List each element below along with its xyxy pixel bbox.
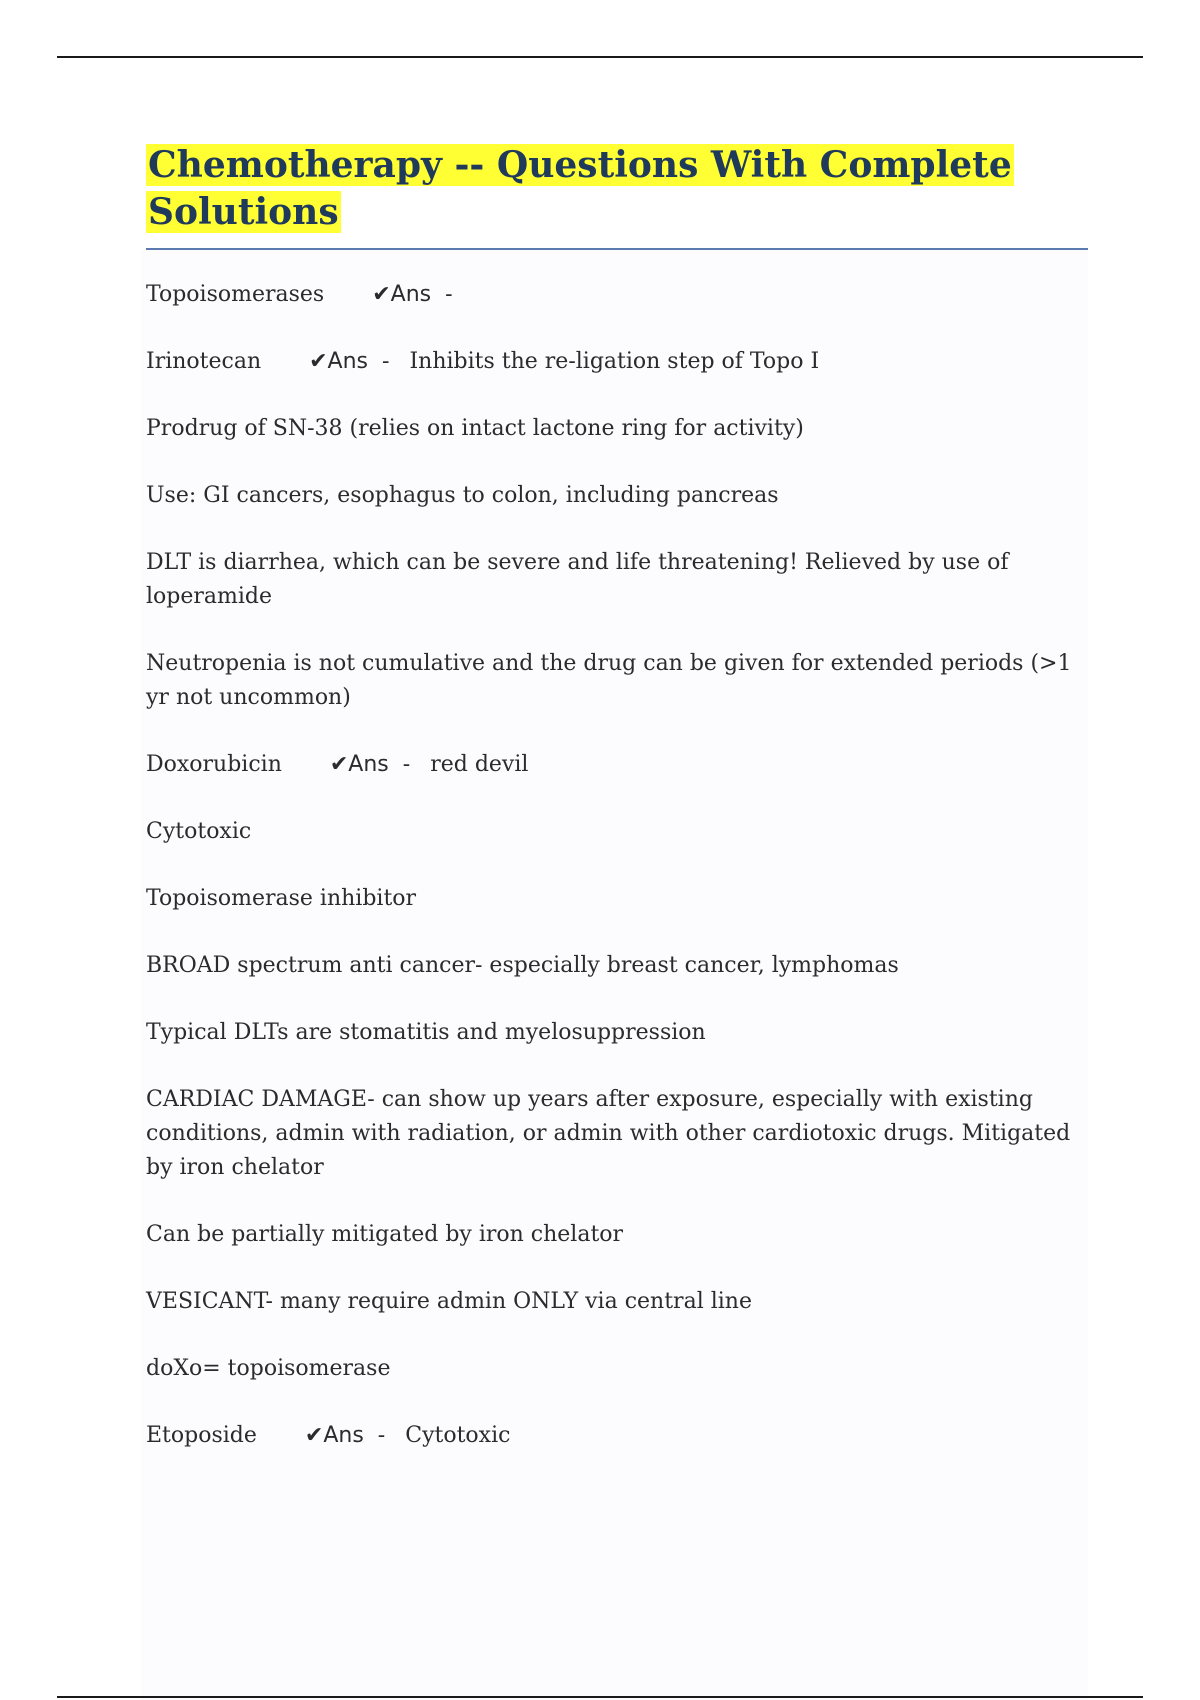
term: Irinotecan [146,349,262,374]
term: Doxorubicin [146,752,282,777]
dash: - [445,282,453,307]
dash: - [377,1423,386,1448]
note-paragraph: Topoisomerase inhibitor [146,886,417,911]
note-paragraph: Neutropenia is not cumulative and the drug can be given for extended periods (>1 yr not uncommon) [146,651,1072,710]
note-paragraph: VESICANT- many require admin ONLY via central line [146,1289,752,1314]
title-line-1: Chemotherapy -- Questions With Complete [148,144,1012,186]
page-bottom-rule [57,1696,1143,1698]
note-paragraph: Cytotoxic [146,819,252,844]
note-paragraph: DLT is diarrhea, which can be severe and life threatening! Relieved by use of loperamide [146,550,1009,609]
answer: Inhibits the re-ligation step of Topo I [409,349,820,374]
note-paragraph: Typical DLTs are stomatitis and myelosuppression [146,1020,706,1045]
qa-entry-doxorubicin [146,748,1091,782]
title-underline [146,248,1088,250]
term: Etoposide [146,1423,257,1448]
title-line-2: Solutions [148,191,339,233]
dash: - [382,349,390,374]
page-top-rule [57,56,1143,58]
ans-marker: ✔Ans [372,282,432,307]
note-paragraph: BROAD spectrum anti cancer- especially breast cancer, lymphomas [146,953,899,978]
dash: - [402,752,411,777]
note-paragraph: Prodrug of SN-38 (relies on intact lactone ring for activity) [146,416,804,441]
note-paragraph: Use: GI cancers, esophagus to colon, including pancreas [146,483,779,508]
ans-marker: ✔Ans [329,752,389,777]
answer: Cytotoxic [405,1423,511,1448]
page-title [146,142,1086,236]
note-paragraph: Can be partially mitigated by iron chelator [146,1222,624,1247]
term: Topoisomerases [146,282,325,307]
ans-marker: ✔Ans [309,349,369,374]
document-body [146,278,1091,1486]
title-block [146,142,1086,236]
note-paragraph: doXo= topoisomerase [146,1356,391,1381]
answer: red devil [430,752,529,777]
note-paragraph: CARDIAC DAMAGE- can show up years after exposure, especially with existing conditions, admin with radiation, or admin with other cardiotoxic drugs. Mitigated by iron chelator [146,1087,1071,1180]
qa-entry-etoposide [146,1419,1091,1453]
qa-entry-topoisomerases [146,278,1091,312]
qa-entry-irinotecan [146,345,1091,379]
ans-marker: ✔Ans [304,1423,364,1448]
